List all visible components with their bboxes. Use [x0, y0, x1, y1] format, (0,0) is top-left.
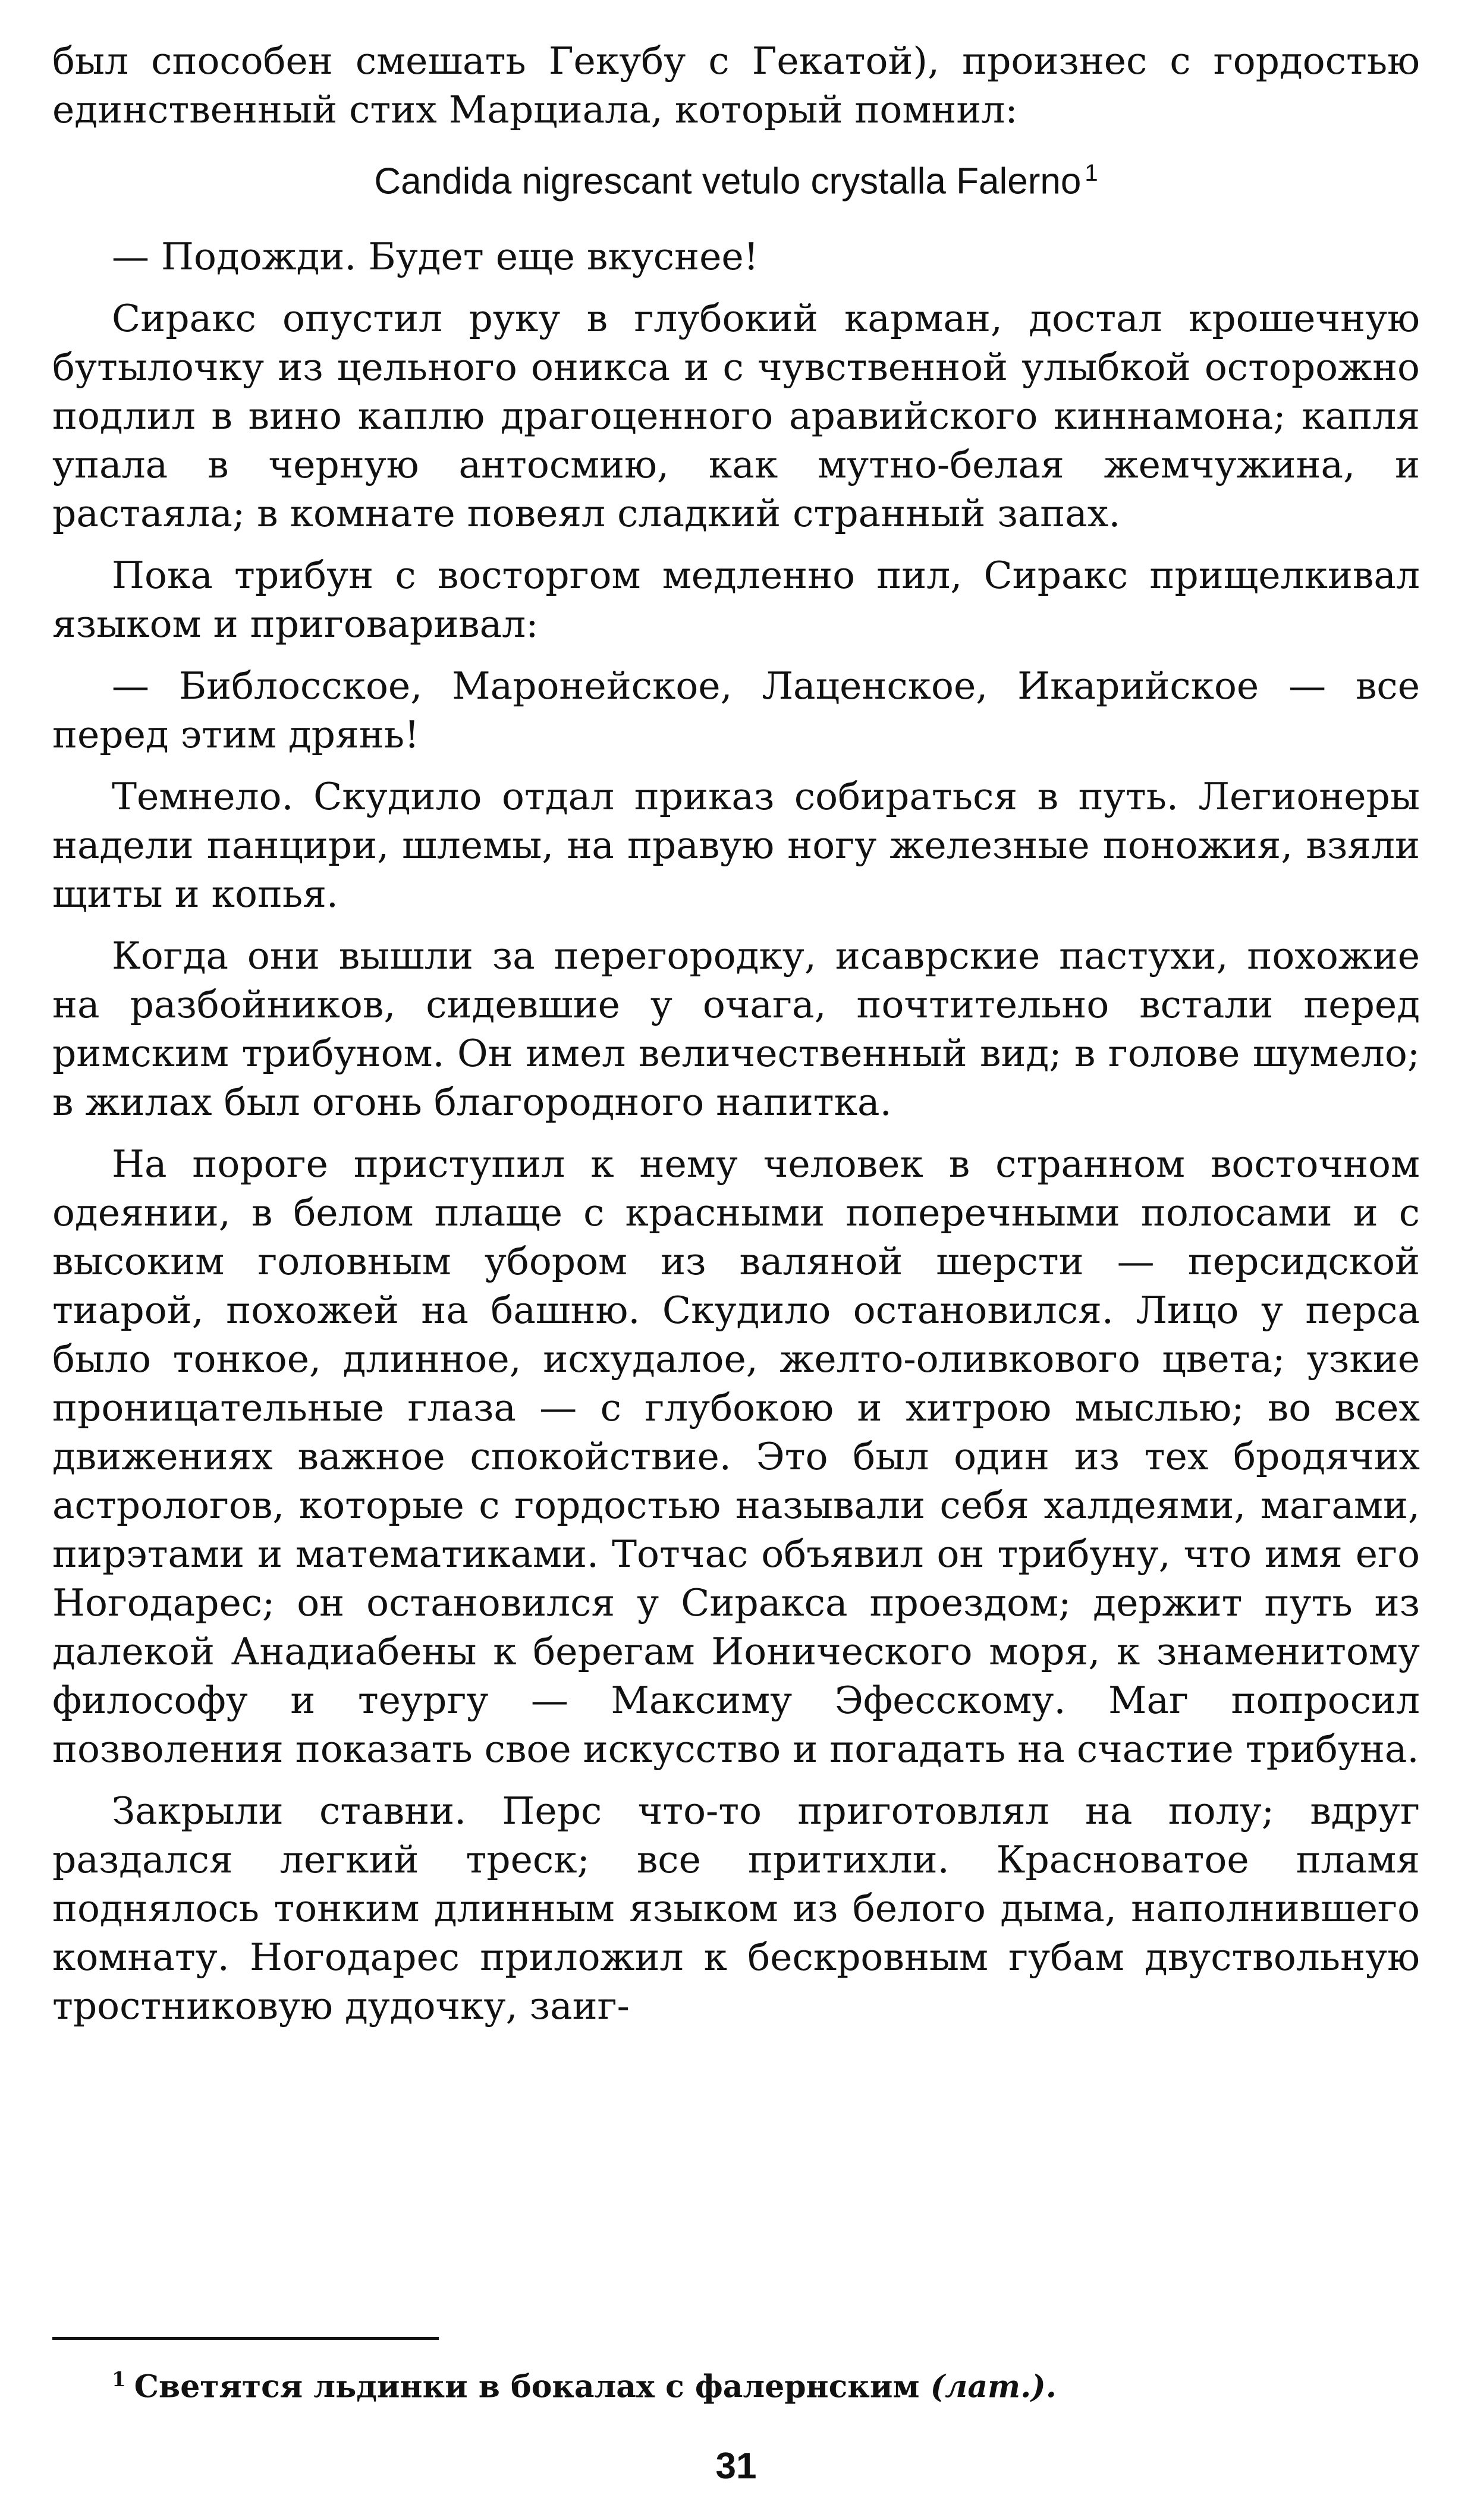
footnote-language-note: (лат.).	[930, 2368, 1057, 2405]
latin-verse-text: Candida nigrescant vetulo crystalla Falerno	[374, 161, 1082, 202]
footnote	[112, 2359, 1420, 2408]
page-number: 31	[715, 2446, 757, 2487]
paragraph: Закрыли ставни. Перс что-то приготовлял на полу; вдруг раздался легкий треск; все притихли. Красноватое пламя поднялось тонким длинным языком из белого дыма, наполнившего комнату. Ногодарес приложил к бескровным губам двуствольную тростниковую дудочку, заиг-	[52, 1789, 1420, 2028]
paragraph: На пороге приступил к нему человек в странном восточном одеянии, в белом плаще с красными поперечными полосами и с высоким головным убором из валяной шерсти — персидской тиарой, похожей на башню. Скудило остановился. Лицо у перса было тонкое, длинное, исхудалое, желто-оливкового цвета; узкие проницательные глаза — с глубокою и хитрою мыслью; во всех движениях важное спокойствие. Это был один из тех бродячих астрологов, которые с гордостью называли себя халдеями, магами, пирэтами и математиками. Тотчас объявил он трибуну, что имя его Ногодарес; он остановился у Сиракса проездом; держит путь из далекой Анадиабены к берегам Ионического моря, к знаменитому философу и теургу — Максиму Эфесскому. Маг попросил позволения показать свое искусство и погадать на счастие трибуна.	[52, 1142, 1420, 1771]
main-text	[52, 37, 1420, 2031]
book-page	[52, 37, 1420, 2487]
paragraph: — Подожди. Будет еще вкуснее!	[112, 234, 759, 278]
paragraph: Сиракс опустил руку в глубокий карман, достал крошечную бутылочку из цельного оникса и с чувственной улыбкой осторожно подлил в вино каплю драгоценного аравийского киннамона; капля упала в черную антосмию, как мутно-белая жемчужина, и растаяла; в комнате повеял сладкий странный запах.	[52, 296, 1420, 535]
paragraph: Темнело. Скудило отдал приказ собираться в путь. Легионеры надели панцири, шлемы, на правую ногу железные поножия, взяли щиты и копья.	[52, 774, 1420, 916]
verse-footnote-mark: 1	[1085, 160, 1098, 186]
paragraph: — Библосское, Маронейское, Лаценское, Икарийское — все перед этим дрянь!	[52, 664, 1420, 756]
latin-verse	[52, 149, 1420, 206]
paragraph: Пока трибун с восторгом медленно пил, Сиракс прищелкивал языком и приговаривал:	[52, 553, 1420, 646]
paragraph-continuation: был способен смешать Гекубу с Гекатой), произнес с гордостью единственный стих Марциала, который помнил:	[52, 39, 1420, 131]
footnote-text: Светятся льдинки в бокалах с фалернским	[134, 2368, 920, 2405]
footnote-divider	[52, 2337, 439, 2340]
footnote-mark: 1	[112, 2368, 126, 2392]
paragraph: Когда они вышли за перегородку, исаврские пастухи, похожие на разбойников, сидевшие у очага, почтительно встали перед римским трибуном. Он имел величественный вид; в голове шумело; в жилах был огонь благородного напитка.	[52, 934, 1420, 1124]
